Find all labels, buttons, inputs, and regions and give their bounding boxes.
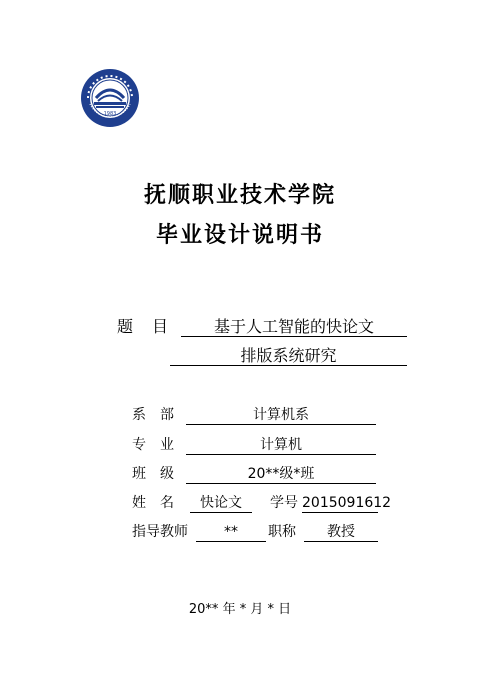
class-label: 班 级 bbox=[132, 466, 174, 482]
name-label: 姓 名 bbox=[132, 495, 174, 511]
advisor-label: 指导教师 bbox=[132, 524, 188, 540]
name-value: 快论文 bbox=[190, 494, 252, 513]
advisor-value: ** bbox=[196, 523, 266, 542]
topic-label-2: 目 bbox=[152, 317, 169, 336]
document-type: 毕业设计说明书 bbox=[155, 222, 324, 248]
school-name: 抚顺职业技术学院 bbox=[143, 182, 336, 208]
rank-label: 职称 bbox=[268, 524, 296, 540]
topic-value-line-1: 基于人工智能的快论文 bbox=[181, 318, 407, 337]
major-label: 专 业 bbox=[132, 437, 174, 453]
class-value: 20**级*班 bbox=[186, 465, 376, 484]
logo-year: 1983 bbox=[103, 111, 117, 117]
school-logo bbox=[80, 68, 140, 128]
major-value: 计算机 bbox=[186, 436, 376, 455]
topic-value-line-2: 排版系统研究 bbox=[170, 347, 407, 366]
rank-value: 教授 bbox=[304, 523, 378, 542]
student-id-label: 学号 bbox=[270, 495, 298, 511]
topic-label-1: 题 bbox=[117, 317, 134, 336]
department-label: 系 部 bbox=[132, 407, 174, 423]
department-value: 计算机系 bbox=[186, 406, 376, 425]
student-id-value: 2015091612 bbox=[302, 495, 392, 511]
date: 20** 年 * 月 * 日 bbox=[188, 602, 292, 617]
